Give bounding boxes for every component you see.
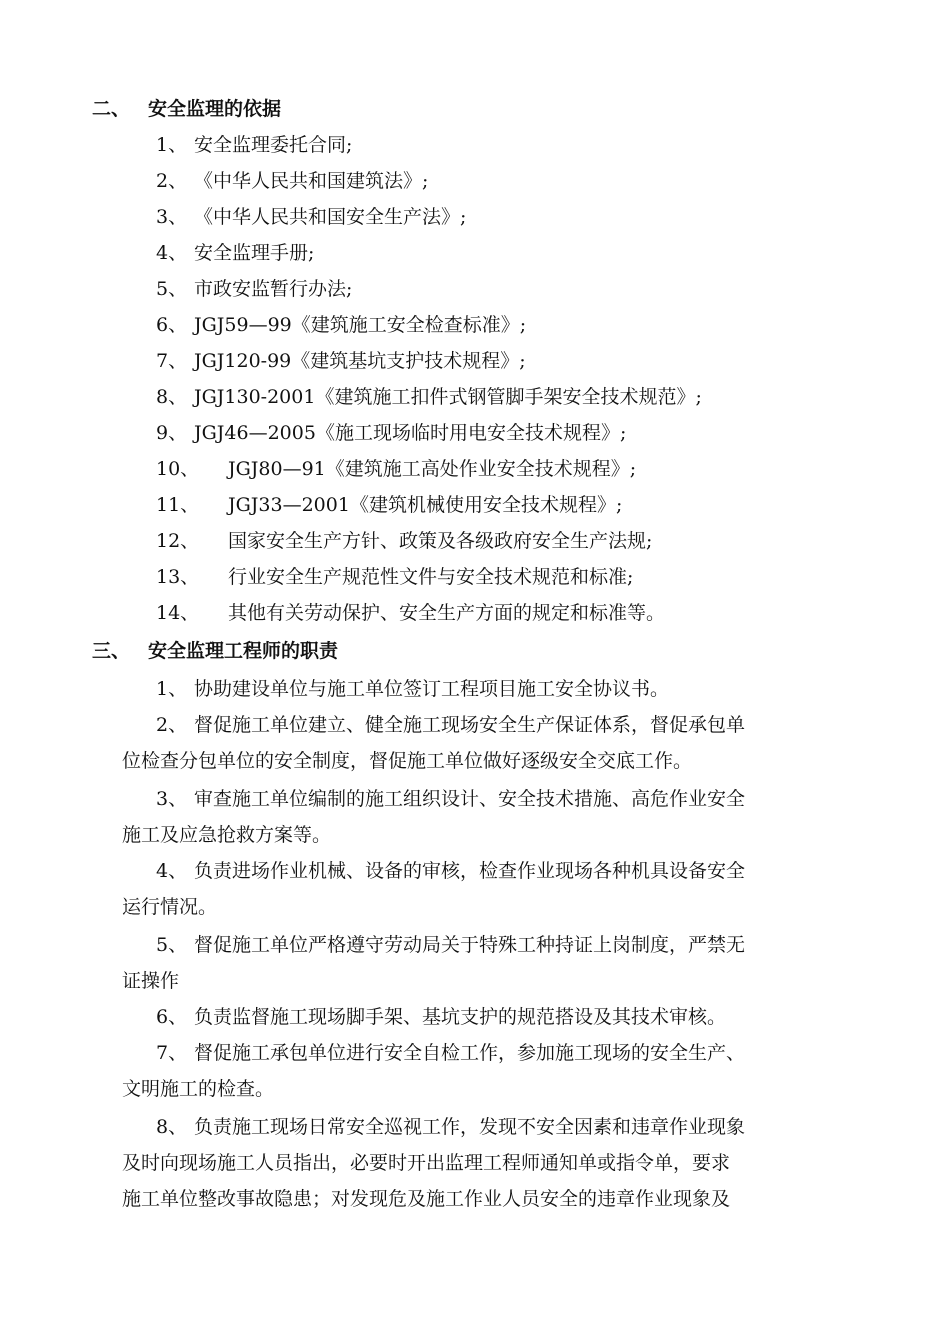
line-text: 证操作 bbox=[122, 970, 180, 992]
item-text: JGJ46—2005《施工现场临时用电安全技术规程》; bbox=[194, 422, 627, 444]
paragraph-line bbox=[122, 1150, 730, 1176]
paragraph-line bbox=[156, 1004, 726, 1030]
line-text: 负责监督施工现场脚手架、基坑支护的规范搭设及其技术审核。 bbox=[194, 1006, 727, 1028]
line-text: 负责施工现场日常安全巡视工作，发现不安全因素和违章作业现象 bbox=[194, 1116, 746, 1138]
item-text: JGJ120-99《建筑基坑支护技术规程》; bbox=[194, 350, 526, 372]
paragraph-line bbox=[156, 676, 669, 702]
line-text: 位检查分包单位的安全制度，督促施工单位做好逐级安全交底工作。 bbox=[122, 750, 693, 772]
list-item bbox=[156, 276, 352, 302]
paragraph-line bbox=[156, 1114, 745, 1140]
paragraph-line bbox=[156, 786, 745, 812]
paragraph-line bbox=[122, 748, 692, 774]
item-text: JGJ130-2001《建筑施工扣件式钢管脚手架安全技术规范》; bbox=[194, 386, 702, 408]
line-text: 施工及应急抢救方案等。 bbox=[122, 824, 332, 846]
line-text: 督促施工单位建立、健全施工现场安全生产保证体系，督促承包单 bbox=[194, 714, 746, 736]
list-item bbox=[156, 456, 636, 482]
list-item bbox=[156, 240, 314, 266]
section-3-number: 三、 bbox=[92, 640, 131, 662]
item-number: 3、 bbox=[156, 206, 188, 228]
list-item bbox=[156, 168, 428, 194]
list-item bbox=[156, 312, 526, 338]
item-number: 4、 bbox=[156, 860, 188, 882]
list-item bbox=[156, 204, 466, 230]
item-number: 2、 bbox=[156, 714, 188, 736]
paragraph-line bbox=[156, 712, 745, 738]
item-number: 10、 bbox=[156, 458, 200, 480]
section-3-title: 安全监理工程师的职责 bbox=[148, 640, 339, 662]
section-2-title: 安全监理的依据 bbox=[148, 98, 282, 120]
item-number: 6、 bbox=[156, 314, 188, 336]
paragraph-line bbox=[156, 858, 745, 884]
item-text: JGJ80—91《建筑施工高处作业安全技术规程》; bbox=[228, 458, 637, 480]
item-text: 安全监理委托合同; bbox=[194, 134, 353, 156]
item-number: 3、 bbox=[156, 788, 188, 810]
list-item bbox=[156, 600, 665, 626]
item-number: 5、 bbox=[156, 278, 188, 300]
section-2-number: 二、 bbox=[92, 98, 131, 120]
line-text: 审查施工单位编制的施工组织设计、安全技术措施、高危作业安全 bbox=[194, 788, 746, 810]
line-text: 负责进场作业机械、设备的审核，检查作业现场各种机具设备安全 bbox=[194, 860, 746, 882]
item-text: 国家安全生产方针、政策及各级政府安全生产法规; bbox=[228, 530, 653, 552]
item-number: 1、 bbox=[156, 134, 188, 156]
list-item bbox=[156, 132, 352, 158]
list-item bbox=[156, 420, 626, 446]
item-number: 14、 bbox=[156, 602, 200, 624]
paragraph-line bbox=[122, 968, 179, 994]
paragraph-line bbox=[156, 932, 745, 958]
list-item bbox=[156, 384, 702, 410]
item-number: 4、 bbox=[156, 242, 188, 264]
line-text: 督促施工承包单位进行安全自检工作，参加施工现场的安全生产、 bbox=[194, 1042, 746, 1064]
item-number: 9、 bbox=[156, 422, 188, 444]
item-text: 安全监理手册; bbox=[194, 242, 315, 264]
item-text: JGJ33—2001《建筑机械使用安全技术规程》; bbox=[228, 494, 623, 516]
item-text: 市政安监暂行办法; bbox=[194, 278, 353, 300]
section-2-heading bbox=[92, 96, 281, 122]
list-item bbox=[156, 492, 622, 518]
item-text: 《中华人民共和国安全生产法》; bbox=[194, 206, 467, 228]
list-item bbox=[156, 348, 526, 374]
item-number: 8、 bbox=[156, 386, 188, 408]
list-item bbox=[156, 564, 633, 590]
paragraph-line bbox=[156, 1040, 745, 1066]
paragraph-line bbox=[122, 1076, 274, 1102]
line-text: 督促施工单位严格遵守劳动局关于特殊工种持证上岗制度，严禁无 bbox=[194, 934, 746, 956]
item-text: 行业安全生产规范性文件与安全技术规范和标准; bbox=[228, 566, 634, 588]
item-number: 5、 bbox=[156, 934, 188, 956]
line-text: 协助建设单位与施工单位签订工程项目施工安全协议书。 bbox=[194, 678, 670, 700]
item-text: 《中华人民共和国建筑法》; bbox=[194, 170, 429, 192]
item-text: 其他有关劳动保护、安全生产方面的规定和标准等。 bbox=[228, 602, 666, 624]
list-item bbox=[156, 528, 652, 554]
paragraph-line bbox=[122, 894, 217, 920]
line-text: 及时向现场施工人员指出，必要时开出监理工程师通知单或指令单，要求 bbox=[122, 1152, 731, 1174]
paragraph-line bbox=[122, 1186, 730, 1212]
paragraph-line bbox=[122, 822, 331, 848]
item-number: 12、 bbox=[156, 530, 200, 552]
item-text: JGJ59—99《建筑施工安全检查标准》; bbox=[194, 314, 527, 336]
item-number: 1、 bbox=[156, 678, 188, 700]
item-number: 7、 bbox=[156, 350, 188, 372]
line-text: 施工单位整改事故隐患；对发现危及施工作业人员安全的违章作业现象及 bbox=[122, 1188, 731, 1210]
section-3-heading bbox=[92, 638, 338, 664]
item-number: 13、 bbox=[156, 566, 200, 588]
line-text: 文明施工的检查。 bbox=[122, 1078, 275, 1100]
line-text: 运行情况。 bbox=[122, 896, 218, 918]
item-number: 2、 bbox=[156, 170, 188, 192]
item-number: 6、 bbox=[156, 1006, 188, 1028]
item-number: 11、 bbox=[156, 494, 200, 516]
item-number: 8、 bbox=[156, 1116, 188, 1138]
item-number: 7、 bbox=[156, 1042, 188, 1064]
